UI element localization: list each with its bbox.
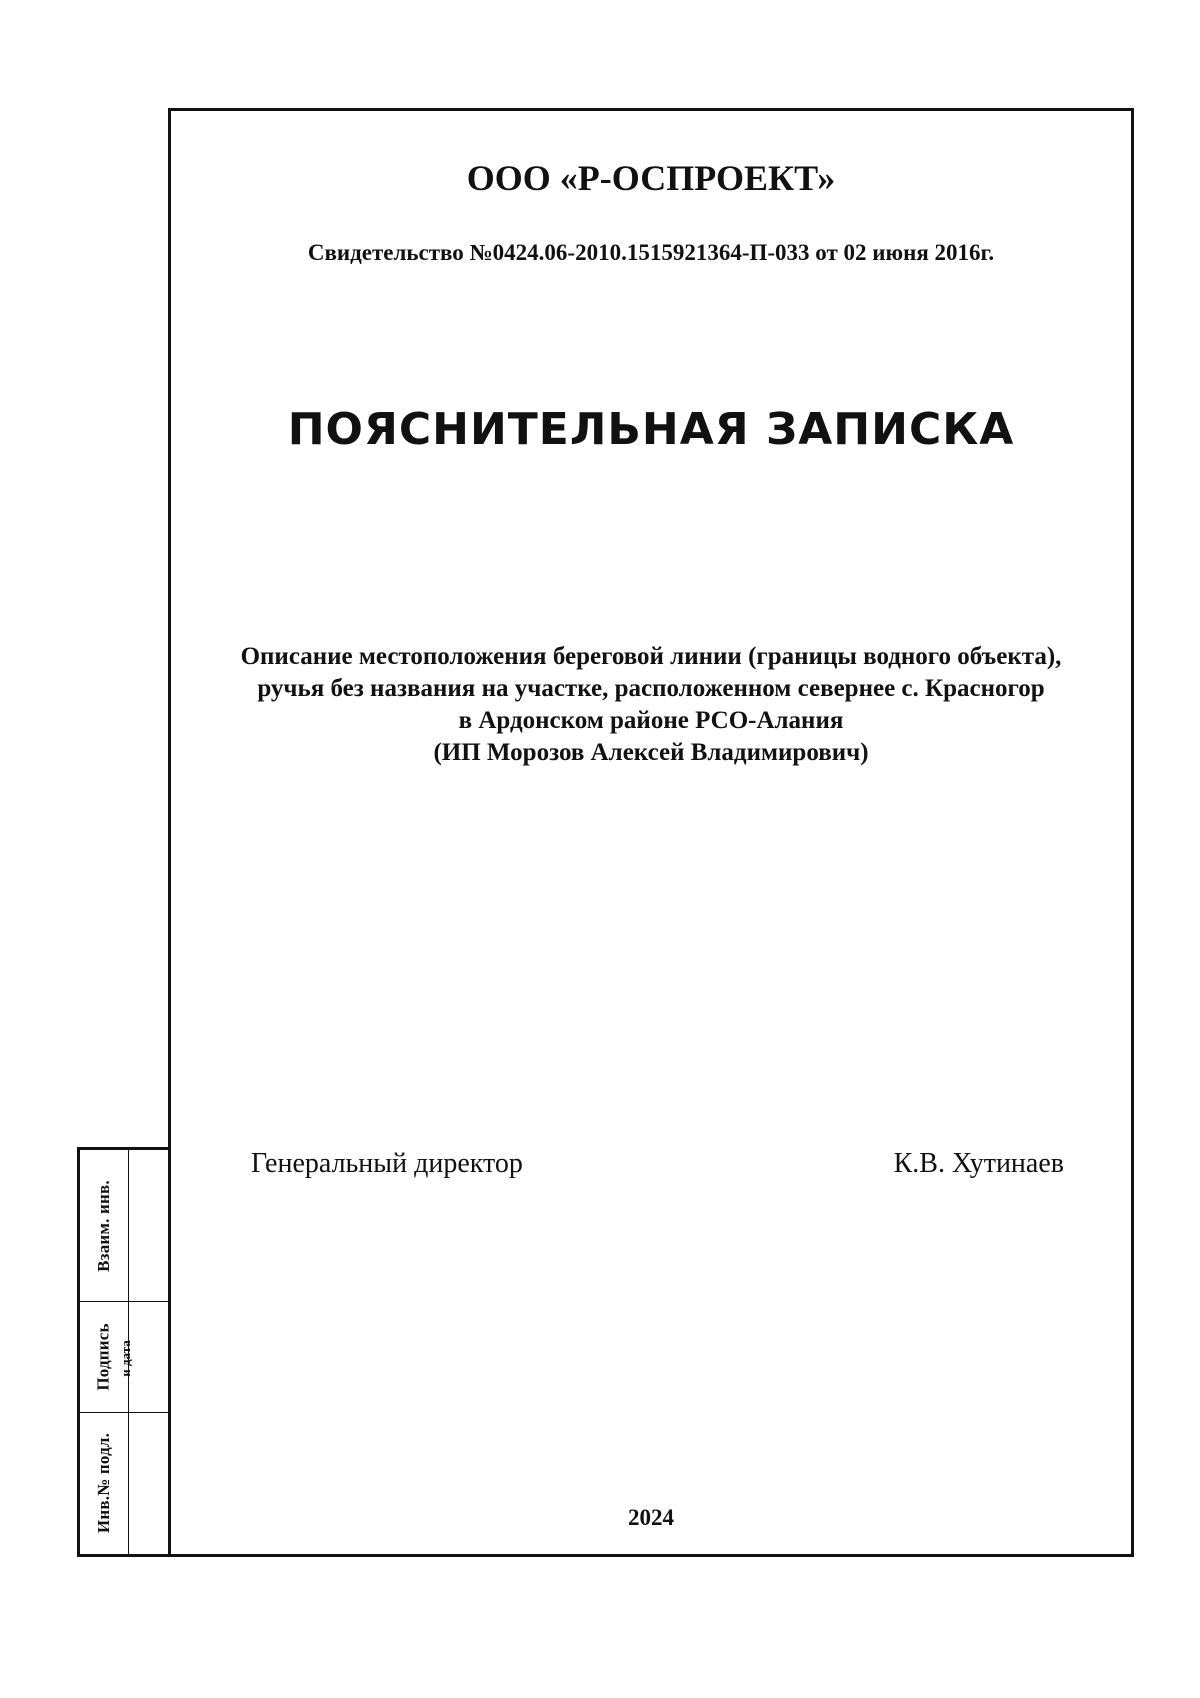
certificate-line: Свидетельство №0424.06-2010.1515921364-П-033 от 02 июня 2016г.	[307, 240, 995, 265]
stamp-label: Взаим. инв.	[94, 1179, 114, 1272]
description-line: в Ардонском районе РСО-Алания	[458, 707, 844, 734]
stamp-cell-original-inventory	[80, 1412, 128, 1554]
document-description	[168, 641, 1134, 769]
stamp-label: Подпись	[94, 1322, 114, 1391]
signatory-position: Генеральный директор	[251, 1148, 523, 1179]
stamp-subcaption: и дата	[117, 1339, 133, 1377]
organization-name: ООО «Р-ОСПРОЕКТ»	[466, 158, 836, 198]
document-title: ПОЯСНИТЕЛЬНАЯ ЗАПИСКА	[287, 404, 1015, 455]
signatory-name: К.В. Хутинаев	[893, 1148, 1064, 1179]
description-line: ручья без названия на участке, расположенном севернее с. Красногор	[257, 675, 1045, 702]
stamp-cell-interchange-inventory	[80, 1150, 128, 1301]
description-line: (ИП Морозов Алексей Владимирович)	[433, 739, 869, 766]
document-year: 2024	[628, 1505, 674, 1530]
stamp-label: Инв.№ подл.	[94, 1432, 113, 1534]
page-frame	[168, 108, 1134, 1557]
description-line: Описание местоположения береговой линии (границы водного объекта),	[240, 643, 1062, 670]
